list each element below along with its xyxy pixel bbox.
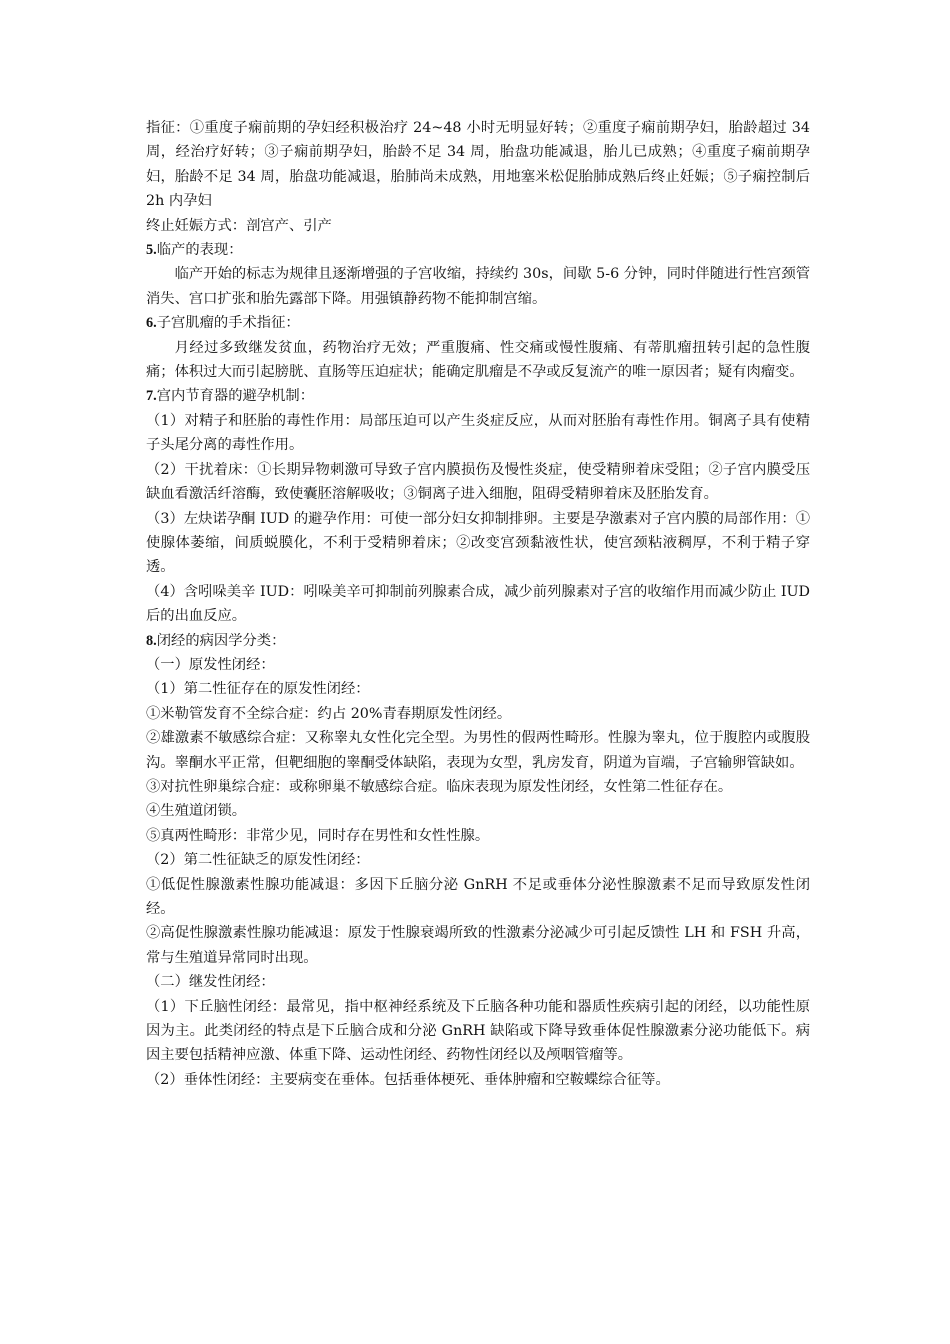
- heading-7-text: 宫内节育器的避孕机制：: [156, 388, 314, 405]
- indication-paragraph: 指征：①重度子痫前期的孕妇经积极治疗 24~48 小时无明显好转；②重度子痫前期孕妇，胎龄超过 34 周，经治疗好转；③子痫前期孕妇，胎龄不足 34 周，胎盘功能减退，胎儿已成熟；④重度子痫前期孕妇，胎龄不足 34 周，胎盘功能减退，胎肺尚未成熟，用地塞米松促胎肺成熟后终止妊娠；⑤子痫控制后 2h 内孕妇: [146, 120, 810, 210]
- heading-5-number: 5.: [146, 242, 157, 259]
- secondary-item-2: （2）垂体性闭经：主要病变在垂体。包括垂体梗死、垂体肿瘤和空鞍蝶综合征等。: [146, 1071, 670, 1088]
- iud-item-2: （2）干扰着床：①长期异物刺激可导致子宫内膜损伤及慢性炎症，使受精卵着床受阻；②子宫内膜受压缺血看激活纤溶酶，致使囊胚溶解吸收；③铜离子进入细胞，阻碍受精卵着床及胚胎发育。: [146, 461, 810, 503]
- list-item: ③对抗性卵巢综合症：或称卵巢不敏感综合症。临床表现为原发性闭经，女性第二性征存在。: [146, 778, 733, 795]
- termination-method: 终止妊娠方式：剖宫产、引产: [146, 217, 332, 234]
- secondary-amenorrhea-heading: （二）继发性闭经：: [146, 974, 275, 991]
- primary-sub-1: （1）第二性征存在的原发性闭经：: [146, 681, 370, 698]
- list-item: ①低促性腺激素性腺功能减退：多因下丘脑分泌 GnRH 不足或垂体分泌性腺激素不足而导致原发性闭经。: [146, 876, 810, 917]
- heading-5-text: 临产的表现：: [156, 242, 243, 259]
- heading-6-text: 子宫肌瘤的手术指征：: [156, 315, 300, 332]
- heading-6: [146, 311, 810, 335]
- secondary-item-1: （1）下丘脑性闭经：最常见，指中枢神经系统及下丘脑各种功能和器质性疾病引起的闭经，以功能性原因为主。此类闭经的特点是下丘脑合成和分泌 GnRH 缺陷或下降导致垂体促性腺激素分泌功能低下。病因主要包括精神应激、体重下降、运动性闭经、药物性闭经以及颅咽管瘤等。: [146, 998, 810, 1064]
- list-item: ②雄激素不敏感综合症：又称睾丸女性化完全型。为男性的假两性畸形。性腺为睾丸，位于腹腔内或腹股沟。睾酮水平正常，但靶细胞的睾酮受体缺陷，表现为女型，乳房发育，阴道为盲端，子宫输卵管缺如。: [146, 730, 810, 771]
- heading-7: [146, 384, 810, 408]
- iud-item-4: （4）含吲哚美辛 IUD：吲哚美辛可抑制前列腺素合成，减少前列腺素对子宫的收缩作用而减少防止 IUD 后的出血反应。: [146, 583, 810, 625]
- list-item: ①米勒管发育不全综合症：约占 20%青春期原发性闭经。: [146, 705, 512, 722]
- heading-8: [146, 629, 810, 653]
- primary-sub-2: （2）第二性征缺乏的原发性闭经：: [146, 852, 370, 869]
- heading-8-text: 闭经的病因学分类：: [156, 632, 286, 649]
- primary-amenorrhea-heading: （一）原发性闭经：: [146, 656, 275, 673]
- heading-8-number: 8.: [146, 632, 157, 649]
- myoma-paragraph: 月经过多致继发贫血，药物治疗无效；严重腹痛、性交痛或慢性腹痛、有蒂肌瘤扭转引起的急性腹痛；体积过大而引起膀胱、直肠等压迫症状；能确定肌瘤是不孕或反复流产的唯一原因者；疑有肉瘤变。: [146, 339, 810, 381]
- labor-paragraph: 临产开始的标志为规律且逐渐增强的子宫收缩，持续约 30s，间歇 5-6 分钟，同时伴随进行性宫颈管消失、宫口扩张和胎先露部下降。用强镇静药物不能抑制宫缩。: [146, 266, 810, 307]
- iud-item-1: （1）对精子和胚胎的毒性作用：局部压迫可以产生炎症反应，从而对胚胎有毒性作用。铜离子具有使精子头尾分离的毒性作用。: [146, 412, 810, 454]
- iud-item-3: （3）左炔诺孕酮 IUD 的避孕作用：可使一部分妇女抑制排卵。主要是孕激素对子宫内膜的局部作用：①使腺体萎缩，间质蜕膜化，不利于受精卵着床；②改变宫颈黏液性状，使宫颈粘液稠厚，不利于精子穿透。: [146, 510, 810, 576]
- list-item: ④生殖道闭锁。: [146, 803, 247, 820]
- heading-5: [146, 238, 810, 262]
- list-item: ②高促性腺激素性腺功能减退：原发于性腺衰竭所致的性激素分泌减少可引起反馈性 LH 和 FSH 升高，常与生殖道异常同时出现。: [146, 925, 810, 966]
- list-item: ⑤真两性畸形：非常少见，同时存在男性和女性性腺。: [146, 827, 490, 844]
- heading-6-number: 6.: [146, 315, 157, 332]
- document-page: [146, 116, 810, 1092]
- heading-7-number: 7.: [146, 388, 157, 405]
